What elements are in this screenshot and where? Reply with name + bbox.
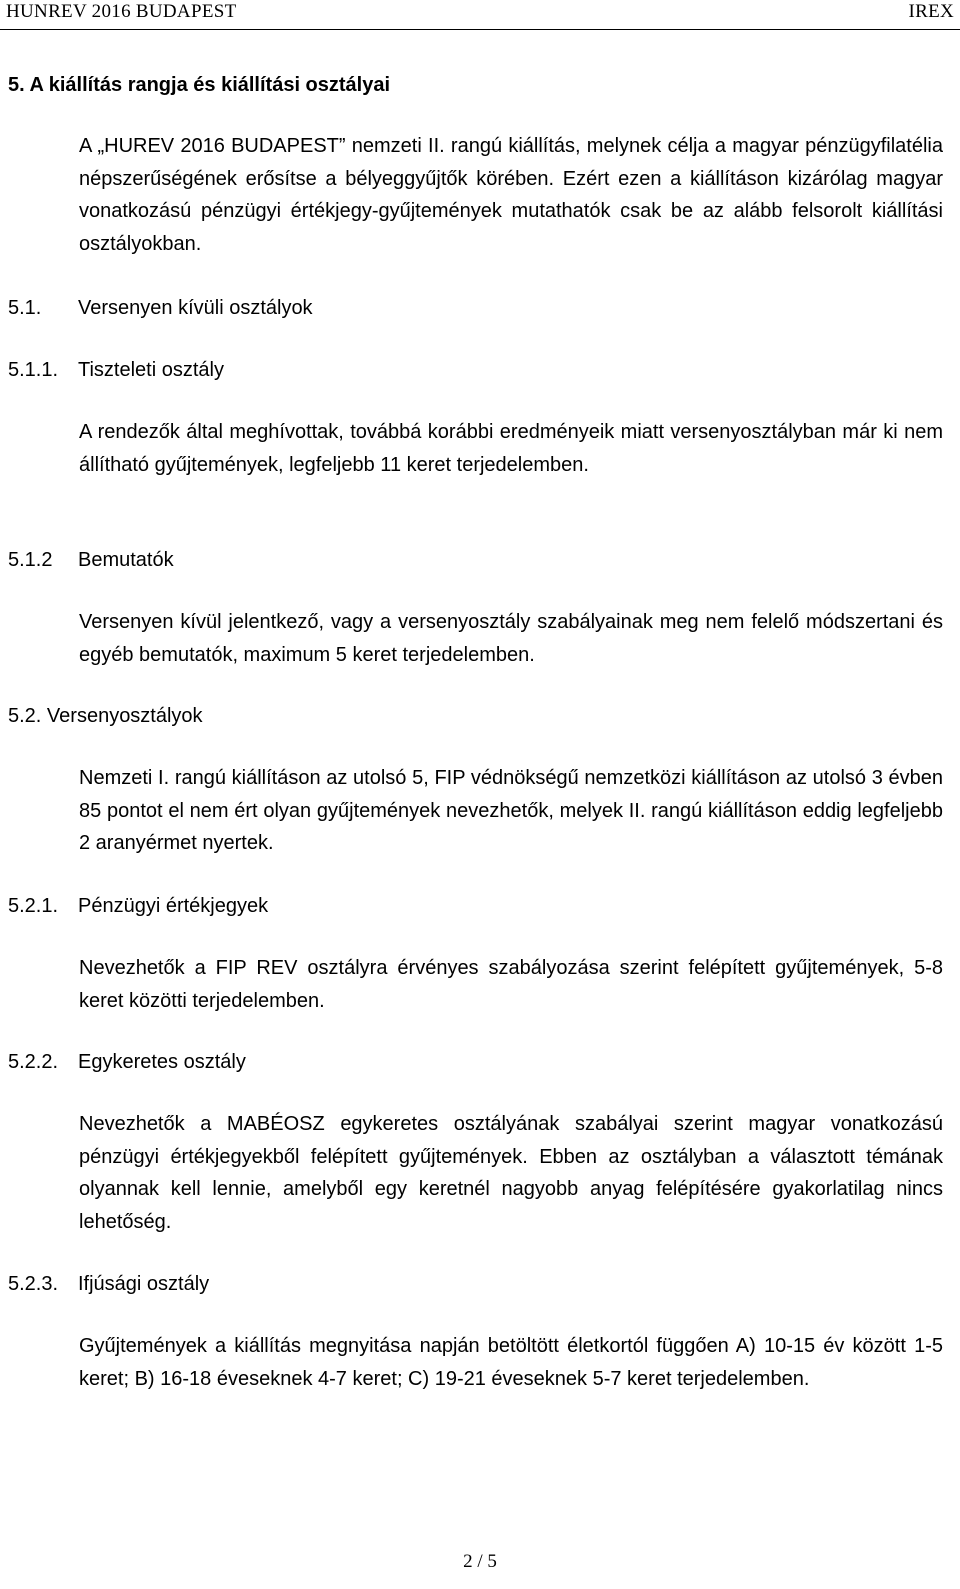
header-rule [0,29,960,30]
heading-number: 5.2.3. [8,1273,59,1295]
paragraph-5-2: Nemzeti I. rangú kiállításon az utolsó 5, FIP védnökségű nemzetközi kiállításon az utolsó 3 évben 85 pontot el nem ért olyan gyűjtemények nevezhetők, melyek II. rangú kiállításon eddig legfeljebb 2 aranyérmet nyertek. [79,767,943,855]
header-right: IREX [908,1,954,22]
paragraph-5-2-1: Nevezhetők a FIP REV osztályra érvényes szabályozása szerint felépített gyűjtemények, 5-8 keret közötti terjedelemben. [79,957,943,1012]
intro-paragraph: A „HUREV 2016 BUDAPEST” nemzeti II. rangú kiállítás, melynek célja a magyar pénzügyfilatélia népszerűségének erősítse a bélyeggyűjtők körében. Ezért ezen a kiállításon kizárólag magyar vonatkozású pénzügyi értékjegy-gyűjtemények mutathatók csak be az alább felsorolt kiállítási osztályokban. [79,135,943,256]
heading-5-1 [8,295,313,321]
heading-title: Tiszteleti osztály [78,359,224,381]
heading-title: Pénzügyi értékjegyek [78,895,269,917]
heading-5-1-2 [8,547,174,573]
heading-5-2-1 [8,893,268,919]
heading-title: Bemutatók [78,549,174,571]
heading-title: Versenyosztályok [46,705,203,727]
heading-title: Ifjúsági osztály [78,1273,210,1295]
heading-number: 5.1.1. [8,359,59,381]
heading-5-2 [8,703,203,729]
heading-5-1-1 [8,357,224,383]
heading-number: 5.2.1. [8,895,59,917]
heading-number: 5.2.2. [8,1051,59,1073]
heading-5-2-2 [8,1049,246,1075]
header-left: HUNREV 2016 BUDAPEST [6,1,237,22]
paragraph-5-2-3: Gyűjtemények a kiállítás megnyitása napján betöltött életkortól függően A) 10-15 év között 1-5 keret; B) 16-18 éveseknek 4-7 keret; C) 19-21 éveseknek 5-7 keret terjedelemben. [79,1335,943,1390]
heading-title: Egykeretes osztály [78,1051,246,1073]
heading-title: Versenyen kívüli osztályok [78,297,313,319]
heading-number: 5.1. [8,297,42,319]
paragraph-5-1-2: Versenyen kívül jelentkező, vagy a versenyosztály szabályainak meg nem felelő módszertani és egyéb bemutatók, maximum 5 keret terjedelemben. [79,611,943,666]
heading-number: 5.1.2 [8,549,53,571]
section-title: 5. A kiállítás rangja és kiállítási osztályai [8,74,391,96]
heading-5-2-3 [8,1271,209,1297]
page-number: 2 / 5 [463,1551,497,1572]
paragraph-5-1-1: A rendezők által meghívottak, továbbá korábbi eredményeik miatt versenyosztályban már ki nem állítható gyűjtemények, legfeljebb 11 keret terjedelemben. [79,421,943,476]
heading-number: 5.2. [8,705,42,727]
page-header [0,0,960,30]
paragraph-5-2-2: Nevezhetők a MABÉOSZ egykeretes osztályának szabályai szerint magyar vonatkozású pénzügyi értékjegyekből felépített gyűjtemények. Ebben az osztályban a választott témának olyannak kell lennie, amelyből egy keretnél nagyobb anyag felépítésére gyakorlatilag nincs lehetőség. [79,1113,943,1234]
